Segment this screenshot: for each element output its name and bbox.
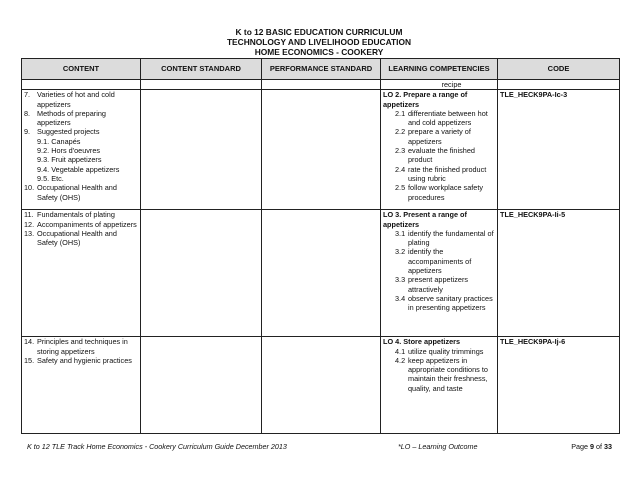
code-cell: TLE_HECK9PA-Ii-5 — [498, 210, 620, 337]
footer-page-number: Page 9 of 33 — [571, 442, 612, 451]
competency-item: 4.1 utilize quality trimmings — [395, 346, 484, 356]
performance-standard-cell — [262, 337, 381, 434]
content-item: 10. Occupational Health and Safety (OHS) — [24, 183, 117, 202]
competency-item: 3.2 identify the accompaniments of appetizers — [395, 247, 472, 276]
learning-outcome-title: LO 2. Prepare a range of appetizers — [383, 90, 468, 109]
content-subitem: 9.4. Vegetable appetizers — [37, 164, 120, 174]
cell-empty — [262, 80, 381, 90]
code-cell: TLE_HECK9PA-Ij-6 — [498, 337, 620, 434]
content-subitem: 9.3. Fruit appetizers — [37, 155, 102, 165]
content-item: 12. Accompaniments of appetizers — [24, 219, 137, 229]
content-item: 13. Occupational Health and Safety (OHS) — [24, 228, 117, 248]
competency-item: 2.4 rate the finished product using rubric — [395, 164, 487, 183]
content-item: 14. Principles and techniques in storing appetizers — [24, 337, 128, 356]
col-header-content: CONTENT — [22, 59, 141, 80]
continuation-text: recipe — [441, 80, 462, 89]
table-row — [22, 90, 620, 210]
code-cell: TLE_HECK9PA-Ic-3 — [498, 90, 620, 210]
table-row — [22, 210, 620, 337]
performance-standard-cell — [262, 210, 381, 337]
learning-outcome-title: LO 3. Present a range of appetizers — [383, 210, 467, 229]
content-subitem: 9.5. Etc. — [37, 173, 64, 183]
table-row — [22, 337, 620, 434]
learning-outcome-title: LO 4. Store appetizers — [383, 337, 461, 347]
content-cell — [22, 90, 141, 210]
competency-item: 3.1 identify the fundamental of plating — [395, 228, 494, 248]
content-subitem: 9.2. Hors d'oeuvres — [37, 146, 101, 156]
curriculum-table — [21, 58, 620, 434]
track-title: HOME ECONOMICS - COOKERY — [254, 47, 384, 57]
competency-item: 3.4 observe sanitary practices in presenting appetizers — [395, 293, 493, 313]
competency-item: 2.5 follow workplace safety procedures — [395, 183, 484, 202]
learning-competencies-cell — [381, 90, 498, 210]
content-subitem: 9.1. Canapés — [37, 136, 81, 146]
content-cell — [22, 210, 141, 337]
cell-continuation — [381, 80, 498, 90]
content-item: 11. Fundamentals of plating — [24, 210, 115, 220]
competency-item: 3.3 present appetizers attractively — [395, 275, 469, 294]
competency-item: 2.1 differentiate between hot and cold appetizers — [395, 108, 488, 128]
cell-empty — [141, 80, 262, 90]
competency-item: 2.3 evaluate the finished product — [395, 146, 475, 165]
col-header-code: CODE — [498, 59, 620, 80]
curriculum-title: K to 12 BASIC EDUCATION CURRICULUM — [235, 27, 403, 37]
learning-competencies-cell — [381, 210, 498, 337]
col-header-learning-competencies: LEARNING COMPETENCIES — [381, 59, 498, 80]
footer-lo-note: *LO – Learning Outcome — [398, 442, 478, 451]
continuation-row — [22, 80, 620, 90]
subject-title: TECHNOLOGY AND LIVELIHOOD EDUCATION — [226, 37, 412, 47]
table-header-row — [22, 59, 620, 80]
footer-guide-title: K to 12 TLE Track Home Economics - Cookery Curriculum Guide December 2013 — [27, 442, 287, 451]
col-header-performance-standard: PERFORMANCE STANDARD — [262, 59, 381, 80]
content-standard-cell — [141, 337, 262, 434]
competency-item: 2.2 prepare a variety of appetizers — [395, 127, 471, 146]
content-standard-cell — [141, 210, 262, 337]
learning-competencies-cell — [381, 337, 498, 434]
col-header-content-standard: CONTENT STANDARD — [141, 59, 262, 80]
content-item: 9. Suggested projects — [24, 127, 100, 137]
content-item: 8. Methods of preparing appetizers — [24, 108, 106, 128]
performance-standard-cell — [262, 90, 381, 210]
content-cell — [22, 337, 141, 434]
content-item: 7. Varieties of hot and cold appetizers — [24, 90, 115, 109]
cell-empty — [498, 80, 620, 90]
content-standard-cell — [141, 90, 262, 210]
cell-empty — [22, 80, 141, 90]
content-item: 15. Safety and hygienic practices — [24, 355, 132, 365]
competency-item: 4.2 keep appetizers in appropriate conditions to maintain their freshness, quality, and taste — [395, 355, 488, 393]
